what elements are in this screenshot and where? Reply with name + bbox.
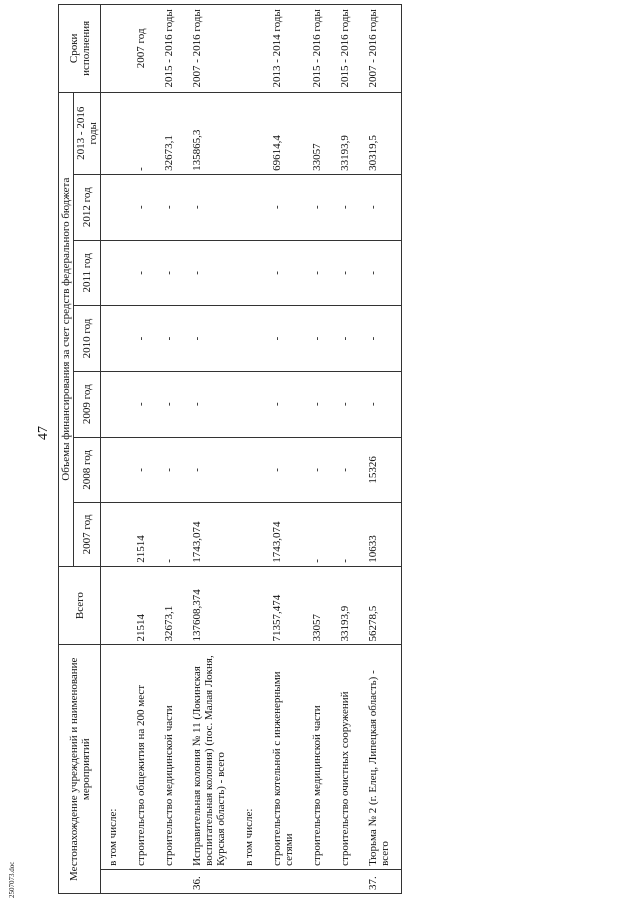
- cell-y2010: -: [129, 306, 157, 372]
- document-code: 2507073.doc: [8, 861, 16, 898]
- cell-y2008: 15326: [361, 437, 402, 503]
- cell-y2008: -: [265, 437, 305, 503]
- cell-name: Тюрьма № 2 (г. Елец, Липецкая область) - всего: [361, 645, 402, 869]
- cell-name: Исправительная колония № 11 (Локинская воспитательная колония) (пос. Малая Локня, Курская область) - всего: [185, 645, 237, 869]
- cell-y2007: -: [305, 503, 333, 566]
- header-name: Местонахождение учреждений и наименование мероприятий: [59, 645, 101, 894]
- cell-y2011: -: [361, 240, 402, 306]
- cell-y2012: -: [157, 174, 185, 240]
- cell-y2008: [101, 437, 130, 503]
- table-row: [305, 5, 333, 894]
- cell-y2008: -: [305, 437, 333, 503]
- cell-total: 21514: [129, 566, 157, 645]
- cell-total: 32673,1: [157, 566, 185, 645]
- cell-term: 2007 - 2016 годы: [361, 5, 402, 93]
- cell-y2012: -: [305, 174, 333, 240]
- financing-table: [58, 4, 402, 894]
- cell-y2009: [237, 371, 265, 437]
- cell-y2013: 30319,5: [361, 92, 402, 174]
- cell-y2011: -: [305, 240, 333, 306]
- cell-y2013: 135865,3: [185, 92, 237, 174]
- cell-y2007: 1743,074: [265, 503, 305, 566]
- cell-y2013: [101, 92, 130, 174]
- header-year: 2011 год: [74, 240, 101, 306]
- cell-y2012: -: [333, 174, 361, 240]
- cell-y2009: -: [157, 371, 185, 437]
- cell-y2007: 10633: [361, 503, 402, 566]
- cell-y2011: -: [185, 240, 237, 306]
- cell-total: 137608,374: [185, 566, 237, 645]
- cell-term: [101, 5, 130, 93]
- table-row: [361, 5, 402, 894]
- table-row: [101, 5, 130, 894]
- cell-y2009: -: [305, 371, 333, 437]
- cell-name: в том числе:: [237, 645, 265, 869]
- cell-y2013: 33057: [305, 92, 333, 174]
- cell-total: 33193,9: [333, 566, 361, 645]
- cell-y2007: 1743,074: [185, 503, 237, 566]
- cell-y2012: -: [129, 174, 157, 240]
- cell-y2013: 33193,9: [333, 92, 361, 174]
- cell-term: 2007 - 2016 годы: [185, 5, 237, 93]
- table-row: [237, 5, 265, 894]
- cell-y2010: -: [305, 306, 333, 372]
- cell-name: строительство медицинской части: [157, 645, 185, 869]
- cell-y2013: -: [129, 92, 157, 174]
- page-number: 47: [36, 426, 51, 440]
- cell-y2011: -: [265, 240, 305, 306]
- cell-term: 2015 - 2016 годы: [305, 5, 333, 93]
- cell-term: 2007 год: [129, 5, 157, 93]
- cell-no: [333, 869, 361, 893]
- cell-term: [237, 5, 265, 93]
- cell-y2010: -: [361, 306, 402, 372]
- cell-no: 36.: [185, 869, 237, 893]
- cell-y2010: -: [157, 306, 185, 372]
- cell-y2011: -: [333, 240, 361, 306]
- table-header: [59, 5, 101, 894]
- cell-no: [101, 869, 130, 893]
- cell-y2007: [237, 503, 265, 566]
- header-budget-group: Объемы финансирования за счет средств федерального бюджета: [59, 92, 74, 566]
- cell-term: 2015 - 2016 годы: [333, 5, 361, 93]
- cell-y2011: [101, 240, 130, 306]
- table-body: [101, 5, 402, 894]
- cell-y2009: -: [265, 371, 305, 437]
- cell-y2009: -: [129, 371, 157, 437]
- cell-name: в том числе:: [101, 645, 130, 869]
- header-total: Всего: [59, 566, 101, 645]
- header-year: 2009 год: [74, 371, 101, 437]
- cell-y2011: [237, 240, 265, 306]
- table-row: [265, 5, 305, 894]
- cell-y2010: -: [265, 306, 305, 372]
- header-year: 2010 год: [74, 306, 101, 372]
- cell-total: 56278,5: [361, 566, 402, 645]
- cell-y2009: [101, 371, 130, 437]
- cell-y2007: 21514: [129, 503, 157, 566]
- cell-no: [129, 869, 157, 893]
- cell-y2008: -: [333, 437, 361, 503]
- cell-name: строительство очистных сооружений: [333, 645, 361, 869]
- cell-y2012: -: [265, 174, 305, 240]
- cell-y2013: [237, 92, 265, 174]
- cell-y2010: -: [185, 306, 237, 372]
- cell-y2007: [101, 503, 130, 566]
- cell-y2013: 69614,4: [265, 92, 305, 174]
- cell-no: [265, 869, 305, 893]
- cell-y2009: -: [361, 371, 402, 437]
- cell-no: [157, 869, 185, 893]
- header-year: 2012 год: [74, 174, 101, 240]
- cell-no: [305, 869, 333, 893]
- cell-y2012: [237, 174, 265, 240]
- cell-total: [237, 566, 265, 645]
- cell-y2008: -: [129, 437, 157, 503]
- cell-y2009: -: [333, 371, 361, 437]
- cell-y2008: [237, 437, 265, 503]
- cell-y2010: [237, 306, 265, 372]
- header-year: 2008 год: [74, 437, 101, 503]
- cell-name: строительство котельной с инженерными сетями: [265, 645, 305, 869]
- cell-y2009: -: [185, 371, 237, 437]
- cell-total: [101, 566, 130, 645]
- table-row: [157, 5, 185, 894]
- cell-y2011: -: [129, 240, 157, 306]
- cell-y2013: 32673,1: [157, 92, 185, 174]
- cell-y2012: -: [185, 174, 237, 240]
- cell-term: 2015 - 2016 годы: [157, 5, 185, 93]
- header-terms: Сроки исполнения: [59, 5, 101, 93]
- cell-y2012: -: [361, 174, 402, 240]
- table-row: [333, 5, 361, 894]
- cell-total: 33057: [305, 566, 333, 645]
- header-year: 2007 год: [74, 503, 101, 566]
- cell-y2007: -: [333, 503, 361, 566]
- cell-y2010: [101, 306, 130, 372]
- financing-table-container: [58, 4, 518, 894]
- cell-total: 71357,474: [265, 566, 305, 645]
- cell-y2008: -: [185, 437, 237, 503]
- cell-no: 37.: [361, 869, 402, 893]
- cell-y2012: [101, 174, 130, 240]
- cell-name: строительство общежития на 200 мест: [129, 645, 157, 869]
- cell-y2010: -: [333, 306, 361, 372]
- cell-y2011: -: [157, 240, 185, 306]
- cell-name: строительство медицинской части: [305, 645, 333, 869]
- table-row: [185, 5, 237, 894]
- table-row: [129, 5, 157, 894]
- cell-y2007: -: [157, 503, 185, 566]
- header-year: 2013 - 2016 годы: [74, 92, 101, 174]
- cell-no: [237, 869, 265, 893]
- cell-y2008: -: [157, 437, 185, 503]
- cell-term: 2013 - 2014 годы: [265, 5, 305, 93]
